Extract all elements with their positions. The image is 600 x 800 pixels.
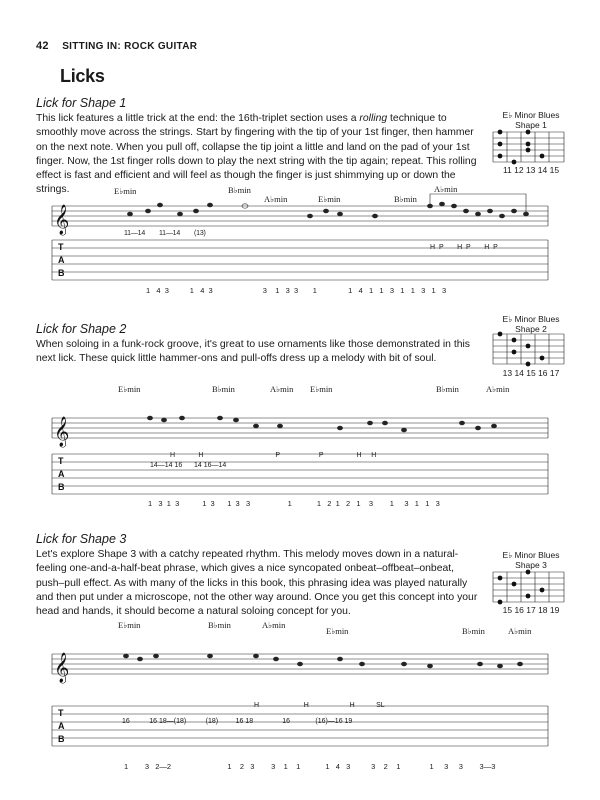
lick1-chord-3: A♭min xyxy=(264,194,288,204)
lick3-box-title: E♭ Minor Blues Shape 3 xyxy=(502,550,560,570)
lick3-fingering: 1 3 2—2 1 2 3 3 1 1 1 4 3 3 2 1 1 3 3 3—3 xyxy=(124,762,496,771)
lick1-emphasis: rolling xyxy=(359,113,388,124)
lick3-chord-1: E♭min xyxy=(118,620,141,630)
lick2-noteheads xyxy=(147,416,496,432)
lick1-noteheads xyxy=(127,202,528,218)
lick3-tab-B: B xyxy=(58,734,65,744)
lick3-paragraph: Let's explore Shape 3 with a catchy repeated rhythm. This melody moves down in a natural-feeling one-and-a-half-beat phrase, which gives a nice syncopated onbeat–offbeat–onbeat, push–pull effect. As with many of the licks in this book, this phrasing idea was played naturally and then put under a microscope, not the other way around. Once you get this concept into your head and hands, it should become a natural soloing concept for you. xyxy=(36,549,478,618)
lick1-chord-4: E♭min xyxy=(318,194,341,204)
lick1-fingering: 1 4 3 1 4 3 3 1 3 3 1 1 4 1 1 3 1 1 3 1 3 xyxy=(146,286,447,295)
lick3-chord-3: A♭min xyxy=(262,620,286,630)
lick1-subtitle: Lick for Shape 1 xyxy=(36,96,127,110)
lick2-chord-6: A♭min xyxy=(486,384,510,394)
lick1-chord-6: A♭min xyxy=(434,184,458,194)
lick1-staff xyxy=(52,206,548,280)
lick1-chord-box xyxy=(493,132,564,162)
lick2-chord-4: E♭min xyxy=(310,384,333,394)
lick1-box-title: E♭ Minor Blues Shape 1 xyxy=(502,110,560,130)
lick3-subtitle: Lick for Shape 3 xyxy=(36,532,127,546)
lick2-fingering: 1 3 1 3 1 3 1 3 3 1 1 2 1 2 1 3 1 3 1 1 3 xyxy=(148,499,440,508)
lick1-chord-1: E♭min xyxy=(114,186,137,196)
main-title: Licks xyxy=(60,66,105,86)
lick2-tab-line-1: 14—14 16 14 16—14 xyxy=(150,462,227,469)
chord-box-dots xyxy=(498,130,545,605)
lick1-chord-2: B♭min xyxy=(228,185,251,195)
lick3-tab-line-1: 16 16 18—(18) (18) 16 18 16 (16)—16 19 xyxy=(122,718,353,725)
lick3-tab-A: A xyxy=(58,721,65,731)
section-title: SITTING IN: ROCK GUITAR xyxy=(62,41,198,52)
lick2-techniques: H H P P H H xyxy=(170,452,377,459)
lick2-chord-3: A♭min xyxy=(270,384,294,394)
lick1-tab-A: A xyxy=(58,255,65,265)
lick1-tab-line-1: 11—14 11—14 (13) xyxy=(124,230,206,237)
lick1-chord-5: B♭min xyxy=(394,194,417,204)
lick3-noteheads xyxy=(123,654,522,668)
lick1-tab-T: T xyxy=(58,242,64,252)
lick1-paragraph: This lick features a little trick at the end: the 16th-triplet section uses a rolling technique to smoothly move across the strings. Start by fingering with the tip of your 1st finger, then hammer on the next note. When you pull off, collapse the tip joint a little and land on the pad of your 1st finger. Now, the 1st finger rolls down to play the next string with the tip again; repeat. This rolling effect is fast and efficient and will feel as though the finger is just shimmying up or down the strings. xyxy=(36,113,477,196)
lick3-box-frets: 15 16 17 18 19 xyxy=(502,605,560,615)
lick2-box-title: E♭ Minor Blues Shape 2 xyxy=(502,314,560,334)
lick1-treble-clef: 𝄞 xyxy=(54,205,70,235)
lick3-tab-T: T xyxy=(58,708,64,718)
lick1-tab-B: B xyxy=(58,268,65,278)
lick2-chord-5: B♭min xyxy=(436,384,459,394)
lick1-techniques: H P H P H P xyxy=(430,244,498,251)
lick2-chord-2: B♭min xyxy=(212,384,235,394)
lick3-staff xyxy=(52,654,548,746)
lick3-chord-5: B♭min xyxy=(462,626,485,636)
lick2-staff xyxy=(52,418,548,494)
lick2-tab-B: B xyxy=(58,482,65,492)
lick2-tab-A: A xyxy=(58,469,65,479)
lick2-tab-T: T xyxy=(58,456,64,466)
lick2-paragraph: When soloing in a funk-rock groove, it's great to use ornaments like those demonstrated in this next lick. These quick little hammer-ons and pull-offs dress up a melody with bit of soul. xyxy=(36,339,470,365)
lick2-box-frets: 13 14 15 16 17 xyxy=(502,368,560,378)
lick3-chord-6: A♭min xyxy=(508,626,532,636)
lick2-treble-clef: 𝄞 xyxy=(54,417,70,447)
lick2-chord-1: E♭min xyxy=(118,384,141,394)
lick3-techniques: H H H SL xyxy=(254,702,385,709)
lick2-subtitle: Lick for Shape 2 xyxy=(36,322,127,336)
lick1-box-frets: 11 12 13 14 15 xyxy=(502,165,560,175)
page-number: 42 xyxy=(36,40,49,52)
lick3-treble-clef: 𝄞 xyxy=(54,653,70,683)
lick3-chord-4: E♭min xyxy=(326,626,349,636)
lick3-chord-2: B♭min xyxy=(208,620,231,630)
lick2-chord-box xyxy=(493,334,564,364)
